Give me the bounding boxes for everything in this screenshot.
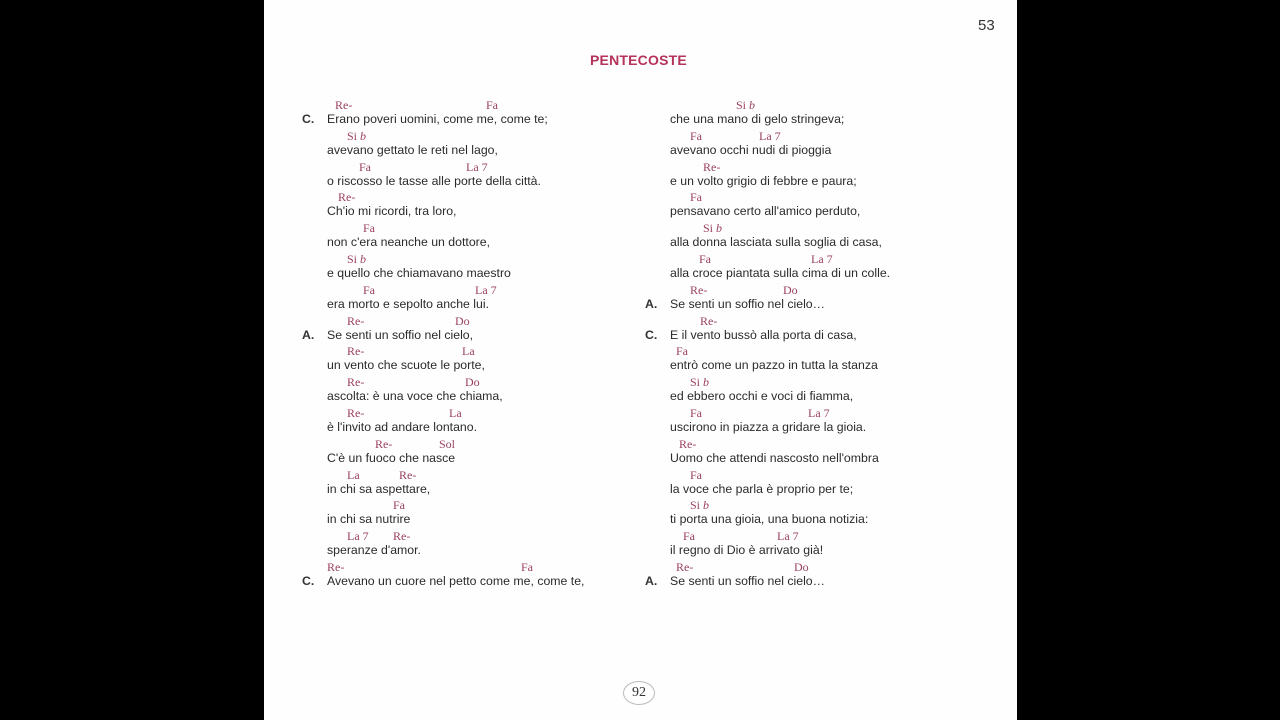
lyric-text: avevano gettato le reti nel lago,	[327, 142, 498, 157]
songbook-page	[264, 0, 1017, 720]
lyric-text: o riscosso le tasse alle porte della città.	[327, 173, 541, 188]
song-title: PENTECOSTE	[590, 52, 687, 68]
lyric-text: alla donna lasciata sulla soglia di casa,	[670, 235, 882, 250]
lyric-text: Avevano un cuore nel petto come me, come te,	[327, 574, 585, 588]
chord-label: Fa	[486, 98, 498, 112]
voice-role-label: C.	[302, 112, 315, 126]
chord-label: Re-	[393, 529, 411, 544]
voice-role-label: C.	[645, 327, 658, 342]
chord-label: Do	[794, 560, 809, 574]
lyric-text: uscirono in piazza a gridare la gioia.	[670, 420, 867, 434]
lyric-text: entrò come un pazzo in tutta la stanza	[670, 358, 878, 373]
lyric-text: ti porta una gioia, una buona notizia:	[670, 512, 869, 527]
chord-label: Re-	[335, 98, 353, 112]
chord-label: Re-	[347, 344, 365, 359]
chord-label: Fa	[690, 190, 702, 205]
chord-label: Si b	[347, 128, 367, 143]
lyric-text: e un volto grigio di febbre e paura;	[670, 173, 857, 188]
page-number: 53	[978, 17, 995, 34]
lyric-text: è l'invito ad andare lontano.	[327, 420, 478, 434]
chord-label: Re-	[347, 375, 365, 390]
chord-label: La 7	[475, 282, 497, 297]
chord-label: Re-	[338, 190, 356, 205]
chord-label: Fa	[363, 221, 375, 236]
chord-label: Re-	[375, 436, 393, 451]
voice-role-label: A.	[302, 327, 315, 342]
chord-label: Re-	[327, 560, 345, 574]
chord-label: Re-	[347, 313, 365, 328]
chord-label: Do	[783, 282, 798, 297]
chord-label: Re-	[679, 436, 697, 451]
chord-label: Fa	[521, 560, 533, 574]
chord-label: Re-	[700, 313, 718, 328]
chord-label: Do	[465, 375, 480, 390]
chord-label: Fa	[393, 498, 405, 513]
chord-label: La 7	[759, 128, 781, 143]
lyric-text: E il vento bussò alla porta di casa,	[670, 327, 857, 342]
chord-label: La 7	[808, 406, 830, 420]
chord-label: Si b	[347, 252, 367, 266]
lyric-text: Se senti un soffio nel cielo,	[327, 327, 474, 342]
footer-page-number: 92	[623, 681, 655, 705]
chord-label: Re-	[690, 282, 708, 297]
lyric-text: la voce che parla è proprio per te;	[670, 481, 854, 496]
lyric-text: Erano poveri uomini, come me, come te;	[327, 112, 548, 126]
lyric-text: il regno di Dio è arrivato già!	[670, 543, 824, 558]
chord-label: Fa	[676, 344, 688, 359]
chord-label: Re-	[676, 560, 694, 574]
lyric-text: alla croce piantata sulla cima di un colle.	[670, 266, 891, 280]
lyric-text: in chi sa nutrire	[327, 512, 411, 527]
chord-label: Fa	[359, 159, 371, 174]
lyric-text: ascolta: è una voce che chiama,	[327, 389, 503, 404]
chord-label: Re-	[399, 467, 417, 482]
lyric-text: non c'era neanche un dottore,	[327, 235, 491, 250]
chord-label: La 7	[347, 529, 369, 544]
chord-label: Re-	[703, 159, 721, 174]
chord-label: Do	[455, 313, 470, 328]
lyric-text: Se senti un soffio nel cielo…	[670, 296, 825, 311]
lyric-text: speranze d'amor.	[327, 543, 421, 558]
chord-label: Fa	[683, 529, 695, 544]
voice-role-label: A.	[645, 296, 658, 311]
chord-label: La 7	[777, 529, 799, 544]
chord-label: Re-	[347, 406, 365, 420]
lyric-text: Ch'io mi ricordi, tra loro,	[327, 204, 457, 219]
chord-label: Fa	[690, 406, 702, 420]
chord-label: La	[462, 344, 475, 359]
lyric-text: pensavano certo all'amico perduto,	[670, 204, 861, 219]
chord-label: Fa	[363, 282, 375, 297]
chord-label: Si b	[690, 498, 710, 513]
lyric-text: un vento che scuote le porte,	[327, 358, 485, 373]
chord-label: La 7	[466, 159, 488, 174]
voice-role-label: C.	[302, 574, 315, 588]
lyric-text: che una mano di gelo stringeva;	[670, 112, 845, 126]
lyric-text: avevano occhi nudi di pioggia	[670, 142, 832, 157]
chord-label: La	[347, 467, 360, 482]
chord-label: Fa	[699, 252, 711, 266]
lyric-text: era morto e sepolto anche lui.	[327, 296, 490, 311]
lyric-text: in chi sa aspettare,	[327, 481, 431, 496]
lyric-text: C'è un fuoco che nasce	[327, 450, 456, 465]
lyric-text: Se senti un soffio nel cielo…	[670, 574, 825, 588]
chord-label: Fa	[690, 467, 702, 482]
lyric-text: ed ebbero occhi e voci di fiamma,	[670, 389, 854, 404]
voice-role-label: A.	[645, 574, 658, 588]
chord-label: Fa	[690, 128, 702, 143]
chord-label: La 7	[811, 252, 833, 266]
chord-label: Si b	[736, 98, 756, 112]
chord-label: Si b	[690, 375, 710, 390]
lyric-text: e quello che chiamavano maestro	[327, 266, 511, 280]
lyric-text: Uomo che attendi nascosto nell'ombra	[670, 450, 879, 465]
chord-label: La	[449, 406, 462, 420]
chord-label: Si b	[703, 221, 723, 236]
chord-label: Sol	[439, 436, 456, 451]
